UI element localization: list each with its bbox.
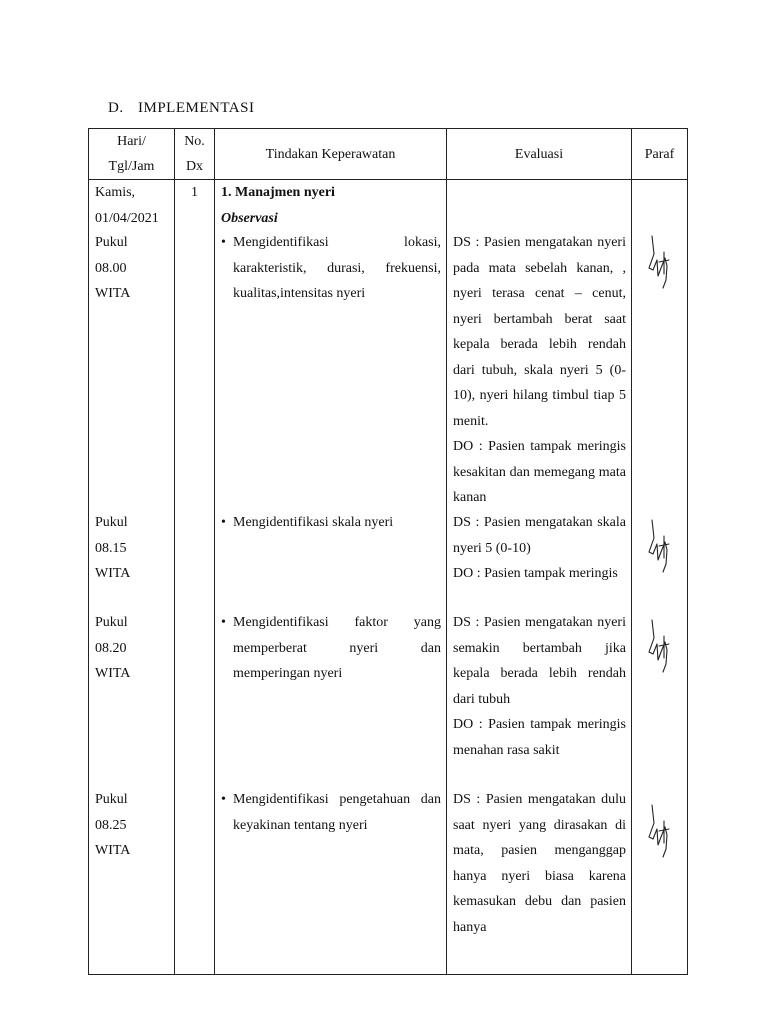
evaluation-ds: DS : Pasien mengatakan nyeri semakin bertambah jika kepala berada lebih rendah dari tubuh (453, 615, 626, 707)
cell-evaluasi (447, 180, 632, 975)
time-value: 08.00 (95, 260, 127, 276)
cell-tindakan (215, 180, 447, 975)
header-tgl-jam: Tgl/Jam (108, 159, 155, 174)
evaluation-ds: DS : Pasien mengatakan dulu saat nyeri yang dirasakan di mata, pasien menganggap hanya nyeri biasa karena kemasukan debu dan pasien hanya (453, 792, 626, 935)
header-no-dx (175, 129, 215, 180)
time-zone: WITA (95, 666, 131, 681)
bullet-icon: • (221, 235, 226, 250)
time-value: 08.20 (95, 640, 127, 656)
table-row (89, 180, 688, 975)
action-text: Mengidentifikasi pengetahuan dan keyakinan tentang nyeri (233, 792, 441, 833)
time-zone: WITA (95, 566, 131, 581)
cell-paraf (632, 180, 688, 975)
action-text: Mengidentifikasi skala nyeri (233, 515, 394, 530)
cell-no-dx (175, 180, 215, 975)
header-evaluasi: Evaluasi (447, 129, 632, 180)
evaluation-do: DO : Pasien tampak meringis menahan rasa sakit (453, 717, 626, 758)
dx-number: 1 (191, 185, 198, 200)
diagnosis-title: 1. Manajmen nyeri (221, 185, 335, 200)
date-text: 01/04/2021 (95, 210, 159, 226)
cell-hari-tgl-jam (89, 180, 175, 975)
time-zone: WITA (95, 286, 131, 301)
section-number: D. (108, 100, 124, 116)
bullet-icon: • (221, 792, 226, 807)
list-item (215, 510, 446, 536)
action-text: Mengidentifikasi lokasi, karakteristik, durasi, frekuensi, kualitas,intensitas nyeri (233, 235, 441, 301)
section-heading (108, 100, 254, 117)
header-hari-tgl-jam (89, 129, 175, 180)
time-label: Pukul (95, 235, 128, 250)
time-label: Pukul (95, 515, 128, 530)
signature-icon (645, 232, 675, 294)
evaluation-ds: DS : Pasien mengatakan nyeri pada mata sebelah kanan, , nyeri terasa cenat – cenut, nyeri bertambah berat saat kepala berada lebih rendah dari tubuh, skala nyeri 5 (0-10), nyeri hilang timbul tiap 5 menit. (453, 235, 626, 429)
action-text: Mengidentifikasi faktor yang memperberat nyeri dan memperingan nyeri (233, 615, 441, 681)
signature-icon (645, 616, 675, 678)
header-no: No. (184, 134, 205, 149)
time-label: Pukul (95, 792, 128, 807)
list-item (215, 787, 446, 838)
day-text: Kamis, (95, 185, 136, 200)
observasi-subheading: Observasi (221, 210, 278, 226)
list-item (215, 230, 446, 307)
list-item (215, 610, 446, 687)
implementation-table (88, 128, 688, 975)
header-tindakan: Tindakan Keperawatan (215, 129, 447, 180)
time-zone: WITA (95, 843, 131, 858)
time-label: Pukul (95, 615, 128, 630)
header-paraf: Paraf (632, 129, 688, 180)
section-title: IMPLEMENTASI (138, 100, 255, 116)
table-header-row (89, 129, 688, 180)
bullet-icon: • (221, 515, 226, 530)
header-dx: Dx (185, 159, 204, 174)
time-value: 08.15 (95, 540, 127, 556)
bullet-icon: • (221, 615, 226, 630)
header-hari: Hari/ (117, 134, 146, 149)
signature-icon (645, 801, 675, 863)
evaluation-do: DO : Pasien tampak meringis kesakitan dan memegang mata kanan (453, 439, 626, 505)
evaluation-ds: DS : Pasien mengatakan skala nyeri 5 (0-10) (453, 515, 626, 556)
evaluation-do: DO : Pasien tampak meringis (453, 566, 618, 581)
time-value: 08.25 (95, 817, 127, 833)
signature-icon (645, 516, 675, 578)
